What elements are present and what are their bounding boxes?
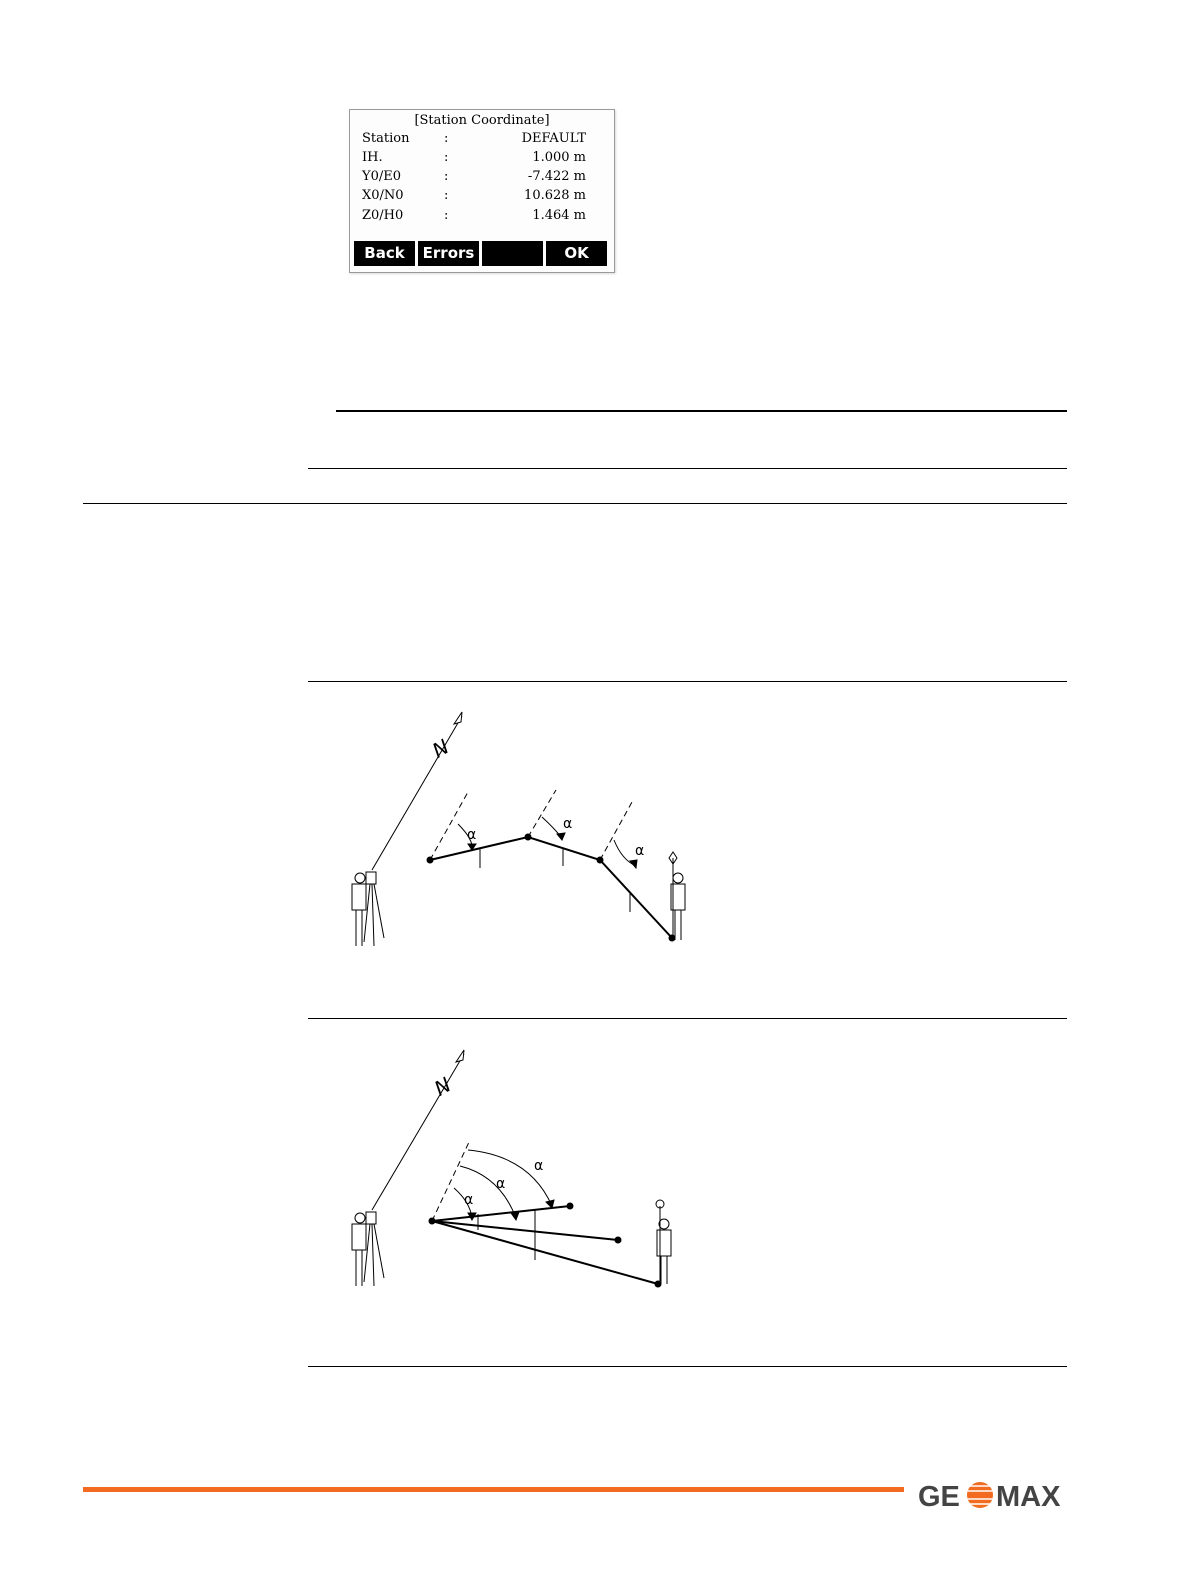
table-top-rule: [336, 410, 1067, 412]
angle-label: α: [467, 827, 477, 843]
northing-label: X0/N0: [362, 188, 404, 203]
surveyor-icon: [352, 1212, 384, 1286]
traverse-diagram: [330, 700, 710, 960]
easting-row: [362, 169, 586, 187]
north-label: N: [430, 1072, 456, 1101]
colon: :: [444, 208, 449, 223]
radial-line: [432, 1221, 618, 1240]
rod-person-icon: [669, 852, 685, 940]
colon: :: [444, 169, 449, 184]
errors-button[interactable]: Errors: [418, 241, 479, 266]
height-label: Z0/H0: [362, 208, 404, 223]
north-direction-line: [372, 716, 462, 870]
height-row: [362, 208, 586, 226]
diagram2-top-rule: [308, 1018, 1067, 1019]
section-rule: [83, 503, 1067, 504]
surveyor-icon: [352, 872, 384, 946]
globe-icon: [967, 1482, 993, 1508]
north-arrow-icon: [456, 1050, 464, 1062]
station-coordinate-screen: [349, 109, 615, 273]
radial-diagram: [330, 1038, 710, 1298]
empty-softkey[interactable]: [482, 241, 543, 266]
rod-person-icon: [656, 1200, 671, 1286]
softkey-bar: [352, 241, 612, 266]
height-value: 1.464 m: [532, 208, 586, 223]
footer-accent-bar: [83, 1487, 904, 1492]
instrument-height-row: [362, 150, 586, 168]
northing-row: [362, 188, 586, 206]
easting-value: -7.422 m: [527, 169, 586, 184]
angle-label: α: [496, 1176, 506, 1192]
radial-line: [432, 1206, 570, 1221]
station-label: Station: [362, 131, 410, 146]
svg-text:GE: GE: [918, 1481, 960, 1513]
geomax-logo: [918, 1477, 1068, 1513]
angle-label: α: [464, 1192, 474, 1208]
north-arrow-icon: [454, 712, 462, 724]
diagram2-bottom-rule: [308, 1366, 1067, 1367]
north-reference-dashed: [432, 1140, 470, 1221]
angle-label: α: [635, 843, 645, 859]
north-reference-dashed: [528, 790, 556, 837]
svg-text:MAX: MAX: [996, 1481, 1061, 1513]
easting-label: Y0/E0: [362, 169, 401, 184]
radial-line: [432, 1221, 658, 1284]
colon: :: [444, 188, 449, 203]
back-button[interactable]: Back: [354, 241, 415, 266]
angle-label: α: [563, 816, 573, 832]
station-value: DEFAULT: [521, 131, 586, 146]
station-row: [362, 131, 586, 149]
table-bottom-rule: [308, 468, 1067, 469]
north-label: N: [428, 734, 454, 763]
screen-title: [Station Coordinate]: [414, 113, 550, 128]
north-reference-dashed: [600, 802, 632, 860]
instrument-height-label: IH.: [362, 150, 383, 165]
colon: :: [444, 150, 449, 165]
instrument-height-value: 1.000 m: [532, 150, 586, 165]
northing-value: 10.628 m: [524, 188, 586, 203]
north-reference-dashed: [430, 792, 468, 860]
diagram1-top-rule: [308, 681, 1067, 682]
north-direction-line: [372, 1054, 464, 1210]
angle-label: α: [534, 1158, 544, 1174]
colon: :: [444, 131, 449, 146]
ok-button[interactable]: OK: [546, 241, 607, 266]
